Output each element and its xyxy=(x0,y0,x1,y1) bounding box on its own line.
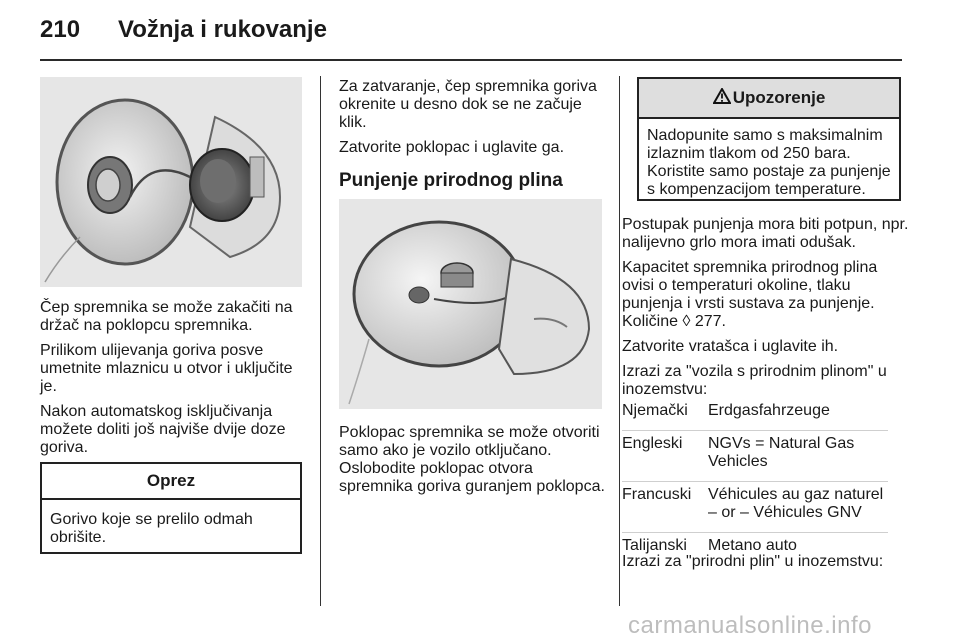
table-row xyxy=(622,431,888,482)
warning-triangle-icon xyxy=(713,80,731,118)
section-heading: Punjenje prirodnog plina xyxy=(339,170,563,191)
paragraph: Nakon automatskog isključivanja možete doliti još najviše dvije doze goriva. xyxy=(40,403,286,456)
warning-box xyxy=(637,77,901,201)
page-title: Vožnja i rukovanje xyxy=(118,16,327,43)
paragraph: Poklopac spremnika se može otvoriti samo ako je vozilo otključano. Oslobodite poklopac otvora spremnika goriva guranjem poklopca. xyxy=(339,424,605,495)
header-rule xyxy=(40,59,902,61)
paragraph: Izrazi za "prirodni plin" u inozemstvu: xyxy=(622,553,884,570)
table-row xyxy=(622,398,888,431)
gas-filler-photo xyxy=(339,199,602,409)
language-cell: Francuski xyxy=(622,482,708,533)
paragraph: Prilikom ulijevanja goriva posve umetnite mlaznicu u otvor i uključite je. xyxy=(40,342,293,395)
page-reference-icon: ◊ xyxy=(682,313,691,330)
watermark: carmanualsonline.info xyxy=(628,612,872,639)
caution-text: Gorivo koje se prelilo odmah obrišite. xyxy=(50,511,253,546)
language-cell: Engleski xyxy=(622,431,708,482)
paragraph: Izrazi za "vozila s prirodnim plinom" u inozemstvu: xyxy=(622,363,887,398)
language-cell: Njemački xyxy=(622,398,708,431)
warning-header xyxy=(639,79,899,119)
table-row xyxy=(622,482,888,533)
terms-table xyxy=(622,398,888,565)
term-cell: NGVs = Natural Gas Vehicles xyxy=(708,431,888,482)
column-divider-1 xyxy=(320,76,321,606)
caution-title: Oprez xyxy=(42,464,300,500)
term-cell: Véhicules au gaz naturel – or – Véhicules GNV xyxy=(708,482,888,533)
page-reference[interactable]: 277. xyxy=(694,313,726,330)
paragraph-text: Kapacitet spremnika prirodnog plina ovisi o temperaturi okoline, tlaku punjenja i vrsti sustava za punjenje. Količine xyxy=(622,259,878,330)
paragraph: Za zatvaranje, čep spremnika goriva okrenite u desno dok se ne začuje klik. xyxy=(339,78,597,131)
paragraph: Postupak punjenja mora biti potpun, npr. nalijevno grlo mora imati odušak. xyxy=(622,216,909,251)
warning-title: Upozorenje xyxy=(732,88,826,107)
language-cell: Talijanski xyxy=(622,537,687,554)
fuel-cap-photo xyxy=(40,77,302,287)
term-cell: Erdgasfahrzeuge xyxy=(708,398,888,431)
term-cell: Metano auto xyxy=(708,537,797,554)
page-number: 210 xyxy=(40,16,81,43)
warning-text: Nadopunite samo s maksimalnim izlaznim tlakom od 250 bara. Koristite samo postaje za punjenje s kompenzacijom temperature. xyxy=(647,127,891,198)
paragraph xyxy=(622,259,910,331)
column-divider-2 xyxy=(619,76,620,606)
paragraph: Čep spremnika se može zakačiti na držač na poklopcu spremnika. xyxy=(40,299,293,334)
paragraph: Zatvorite poklopac i uglavite ga. xyxy=(339,139,565,156)
paragraph: Zatvorite vratašca i uglavite ih. xyxy=(622,338,839,355)
caution-box xyxy=(40,462,302,554)
